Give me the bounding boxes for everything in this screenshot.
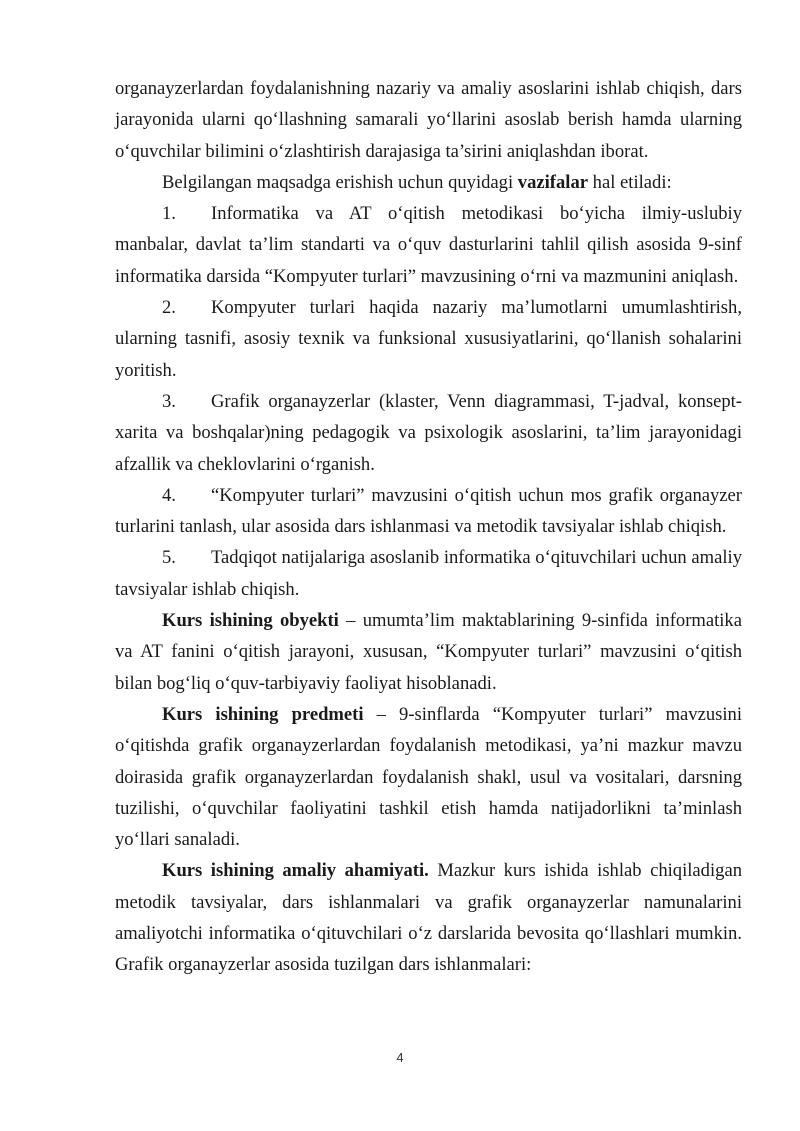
practical-heading: Kurs ishining amaliy ahamiyati. <box>162 860 429 882</box>
task-number: 4. <box>162 484 176 506</box>
task-number: 1. <box>162 203 176 225</box>
object-paragraph <box>115 605 742 699</box>
tasks-intro-after: hal etiladi: <box>588 171 672 193</box>
subject-paragraph <box>115 699 742 855</box>
tasks-intro-before: Belgilangan maqsadga erishish uchun quyidagi <box>162 171 518 193</box>
object-heading: Kurs ishining obyekti <box>162 610 339 632</box>
task-text: Kompyuter turlari haqida nazariy ma’lumotlarni umumlashtirish, ularning tasnifi, asosiy texnik va funksional xususiyatlarini, qo‘llanish sohalarini yoritish. <box>115 297 742 381</box>
task-number: 5. <box>162 547 176 569</box>
subject-heading: Kurs ishining predmeti <box>162 703 364 725</box>
task-text: Tadqiqot natijalariga asoslanib informatika o‘qituvchilari uchun amaliy tavsiyalar ishlab chiqish. <box>115 547 742 600</box>
tasks-intro-bold: vazifalar <box>517 171 589 193</box>
task-text: Informatika va AT o‘qitish metodikasi bo‘yicha ilmiy-uslubiy manbalar, davlat ta’lim standarti va o‘quv dasturlarini tahlil qilish asosida 9-sinf informatika darsida “Kompyuter turlari” mavzusining o‘rni va mazmunini aniqlash. <box>115 203 742 287</box>
intro-paragraph: organayzerlardan foydalanishning nazariy va amaliy asoslarini ishlab chiqish, dars jarayonida ularni qo‘llashning samarali yo‘llarini asoslab berish hamda ularning o‘quvchilar bilimini o‘zlashtirish darajasiga ta’sirini aniqlashdan iborat. <box>115 78 742 162</box>
task-item-3 <box>115 386 742 480</box>
tasks-intro-paragraph <box>115 167 742 198</box>
subject-text: – 9-sinflarda “Kompyuter turlari” mavzusini o‘qitishda grafik organayzerlardan foydalanish metodikasi, ya’ni mazkur mavzu doirasida grafik organayzerlardan foydalanish shakl, usul va vositalari, darsning tuzilishi, o‘quvchilar faoliyatini tashkil etish hamda natijadorlikni ta’minlash yo‘llari sanaladi. <box>115 703 742 851</box>
object-text: – umumta’lim maktablarining 9-sinfida informatika va AT fanini o‘qitish jarayoni, xususan, “Kompyuter turlari” mavzusini o‘qitish bilan bog‘liq o‘quv-tarbiyaviy faoliyat hisoblanadi. <box>115 610 742 694</box>
task-item-2 <box>115 292 742 386</box>
practical-paragraph <box>115 855 742 980</box>
page-number: 4 <box>396 1050 404 1065</box>
task-number: 3. <box>162 390 176 412</box>
task-number: 2. <box>162 297 176 319</box>
practical-text: Mazkur kurs ishida ishlab chiqiladigan metodik tavsiyalar, dars ishlanmalari va grafik organayzerlar namunalarini amaliyotchi informatika o‘qituvchilari o‘z darslarida bevosita qo‘llashlari mumkin. Grafik organayzerlar asosida tuzilgan dars ishlanmalari: <box>115 860 742 976</box>
task-text: “Kompyuter turlari” mavzusini o‘qitish uchun mos grafik organayzer turlarini tanlash, ular asosida dars ishlanmasi va metodik tavsiyalar ishlab chiqish. <box>115 484 742 538</box>
task-item-5 <box>115 542 742 605</box>
task-text: Grafik organayzerlar (klaster, Venn diagrammasi, T-jadval, konsept-xarita va boshqalar)ning pedagogik va psixologik asoslarini, ta’lim jarayonidagi afzallik va cheklovlarini o‘rganish. <box>115 390 742 475</box>
document-page <box>115 73 742 981</box>
task-item-1 <box>115 198 742 292</box>
task-item-4 <box>115 480 742 543</box>
